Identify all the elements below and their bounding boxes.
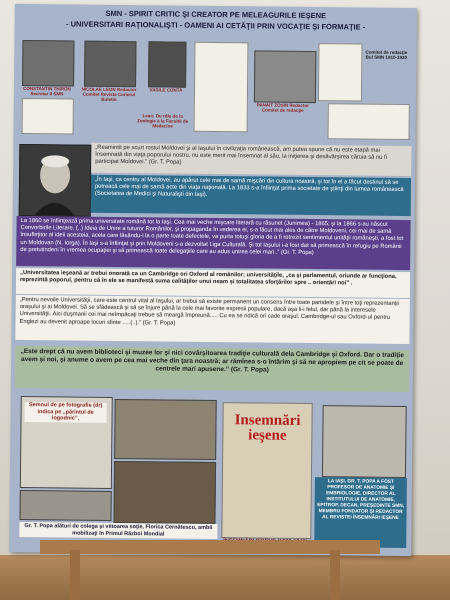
caption-conta: VASILE CONTA [149, 87, 183, 93]
easel-bar [40, 540, 380, 554]
caption-thiron: CONSTANTIN THIRON Secretar II SMN [23, 86, 71, 97]
document-3 [318, 43, 363, 101]
quote-5: „Pentru nevoile Universităţii, care este centrul vital al Iaşului, ar trebui să existe permanent un consens între toate partidele şi între toţi reprezentanţii oraşului şi ai Moldovei. Să se sfădească şi să se înjure până la cele mai favorite expresii populare, dacă aşa li-i felul, dar până la interesele Universităţii. Aici duşmanii cei mai neîmpăcaţi trebue să meargă împreună..... Cu ea se ridică ori cade oraşul. Cambridge-ul sau Oxford-ul pentru Englezi au devenit aproape locuri sfinte .....(..).” (Gr. T. Popa) [15, 295, 409, 344]
document-2 [194, 42, 249, 133]
portrait-thiron [22, 40, 74, 87]
caption-zoologie: Lean: Du rôle de la Zoologie à la Faculté de Médecine [137, 113, 189, 129]
poster-subtitle: - UNIVERSITARI RAŢIONALIŞTI - OAMENI AI CETĂŢII PRIN VOCAŢIE ŞI FORMAŢIE - [66, 19, 366, 32]
document-1 [22, 98, 74, 135]
portrait-leon [84, 41, 136, 88]
quote-2: „În Iaşi, ca centru al Moldovei, au apărut cele mai de samă mişcări din cultura noastră, şi tot în el a făcut destinul să se petreacă cele mai de samă acte din viaţa naţională. La 1833 s-a înfiinţat prima societate de ştiinţi din lumea românească (Societatea de Medici şi Naturalişti din Iaşi). [91, 175, 411, 216]
exhibition-poster [9, 4, 417, 556]
portrait-gr-t-popa [19, 144, 92, 217]
ww1-group-photo [114, 399, 217, 460]
easel-leg-right [330, 550, 340, 600]
portrait-conta [148, 41, 186, 87]
document-4 [327, 103, 409, 140]
caption-semnul: Semnul de pe fotografie (dr) indica pe „părintul de logodnic”. [25, 402, 107, 422]
caption-comitet: Comitet de redacţie Bul SMN 1910-1920 [365, 49, 408, 61]
quote-4: „Universitatea ieşeană ar trebui onorată ca un Cambridge ori Oxford al românilor; universităţile, „ca şi parlamentul, oriunde ar funcţiona, reprezintă poporul, pentru că în ele se manifestă suma calităţilor unui neam şi totalitatea sforţărilor spre .. orientări noi” . [16, 268, 410, 298]
portrait-zosin [254, 50, 317, 103]
book-cover-insemnari [221, 402, 312, 539]
caption-zosin: PANAIT ZOSIN Redactor Comitet de redacţie [256, 102, 309, 113]
floor [0, 555, 450, 600]
top-photo-band [17, 38, 412, 142]
quote-1: „Reamintit pe scurt rostul Moldovei şi al Iaşului în civilizaţia românească, am putea spune că nu este etapă mai însemnată din viaţa poporului nostru, nu este merit mai însemnat al său, la iniţierea şi desăvârşirea căruia să nu fi participat Moldovei.” (Gr. T. Popa) [91, 143, 411, 176]
caption-leon: NICOLAE LEON Redactor Comitet Revista Curierul Buletin [81, 86, 137, 102]
easel-leg-left [70, 550, 80, 600]
poster-header [15, 4, 417, 42]
poster-title: SMN - SPIRIT CRITIC ŞI CREATOR PE MELEAGURILE IEŞENE [105, 8, 327, 21]
portrait-popa-older [322, 405, 407, 478]
quote-6: „Este drept că nu avem biblioteci şi muzee lor şi nici covârşitoarea tradiţie culturală dela Cambridge şi Oxford. Dar o tradiţie avem şi noi, şi anume o avem pe cea mai veche din ţara noastră; ar rămînea s-o întărim şi să ne apropiem pe cit se poate de centrele mari apusene.” (Gr. T. Popa) [15, 346, 409, 392]
caption-couple: Gr. T. Popa alături de colega şi viitoarea soţie, Florica Cernătescu, ambii mobilizaţi în Primul Război Mondial [19, 522, 217, 539]
portrait-drawing [20, 145, 91, 216]
book-title: Insemnări ieşene [234, 412, 301, 444]
couple-photo [113, 461, 216, 524]
quote-3: La 1860 se înfiinţează prima universitate română tot la Iaşi. Cea mai veche mişcare literară cu răsunet (Junimea) - 1865; şi la 1866 s-au născut Convorbirile Literare. (..) Ideia de Unire a tuturor Românilor, şi propaganda în vederea ei, s-a făcut mai ales de către Moldoveni, cei mai de samă însufleţitor al ideii acesteia, acela care lăsându-i la o parte toate defectele, va purta totuşi gloria de a fi retrezit sentimentul unităţii româneşti, a fost tot un Moldovan (N. Iorga). În Iaşi s-a înfiinţat şi prin Moldoveni s-a dezvoltat Liga Culturală. Şi tot Iaşului i-a fost dat să primească în refugiu pe Românii de pretutindeni în vremea ocupaţiei şi să primească toate delegaţiile care au adus unirea celei mari..” (Gr. T. Popa) [16, 216, 411, 270]
soldiers-photo [19, 490, 111, 521]
caption-popa-roles: LA IAŞI, GR. T. POPA A FOST PROFESOR DE ANATOMIE ŞI EMBRIOLOGIE, DIRECTOR AL INSTITUTULUI DE ANATOMIE, EPITROP, DECAN, PREŞEDINTE SMN, MEMBRU FONDATOR ŞI REDACTOR AL REVISTEI ÎNSEMNĂRI IEŞENE [314, 477, 407, 548]
